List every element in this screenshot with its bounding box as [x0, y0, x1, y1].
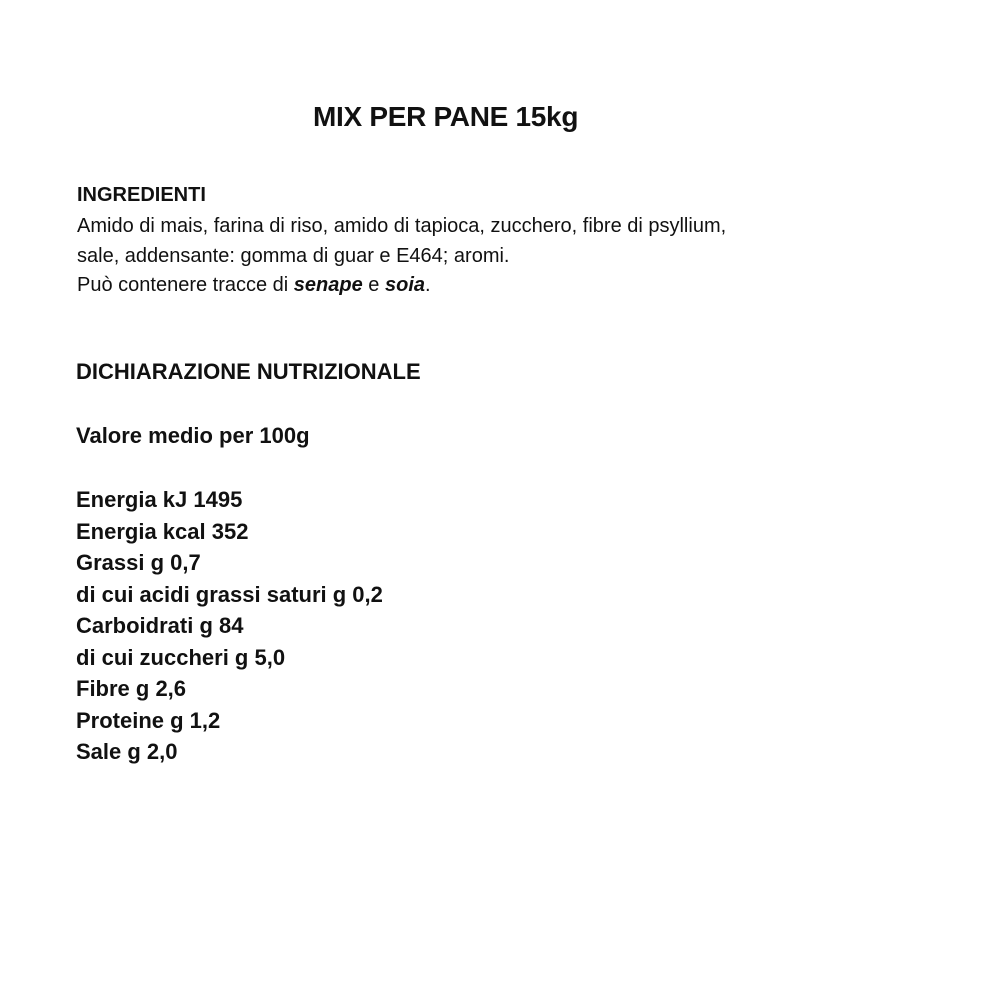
nutrient-row-fat: Grassi g 0,7: [76, 550, 201, 575]
traces-joiner: e: [362, 274, 385, 296]
nutrient-row-saturated-fat: di cui acidi grassi saturi g 0,2: [76, 581, 383, 607]
nutrient-row-carbohydrates: Carboidrati g 84: [76, 613, 244, 638]
nutrition-heading: DICHIARAZIONE NUTRIZIONALE: [76, 359, 421, 384]
allergen-traces-line: [77, 271, 726, 301]
ingredients-text: [77, 212, 726, 301]
nutrient-row-salt: Sale g 2,0: [76, 739, 178, 764]
nutrient-row-energy-kcal: Energia kcal 352: [76, 518, 249, 544]
nutrient-row-sugars: di cui zuccheri g 5,0: [76, 644, 286, 670]
nutrient-row-fibre: Fibre g 2,6: [76, 676, 187, 701]
nutrient-row-energy-kj: Energia kJ 1495: [76, 487, 243, 512]
product-title: MIX PER PANE 15kg: [313, 101, 579, 132]
nutrient-row-protein: Proteine g 1,2: [76, 707, 221, 733]
traces-prefix: Può contenere tracce di: [77, 274, 294, 296]
nutrition-basis: Valore medio per 100g: [76, 423, 310, 448]
traces-suffix: .: [425, 274, 431, 296]
ingredients-line-1: Amido di mais, farina di riso, amido di tapioca, zucchero, fibre di psyllium,: [77, 215, 727, 237]
ingredients-heading: INGREDIENTI: [77, 184, 206, 206]
ingredients-line-2: sale, addensante: gomma di guar e E464; aromi.: [77, 244, 510, 267]
nutrient-list: [76, 484, 383, 768]
allergen-soy: soia: [384, 274, 426, 296]
allergen-mustard: senape: [293, 274, 363, 296]
